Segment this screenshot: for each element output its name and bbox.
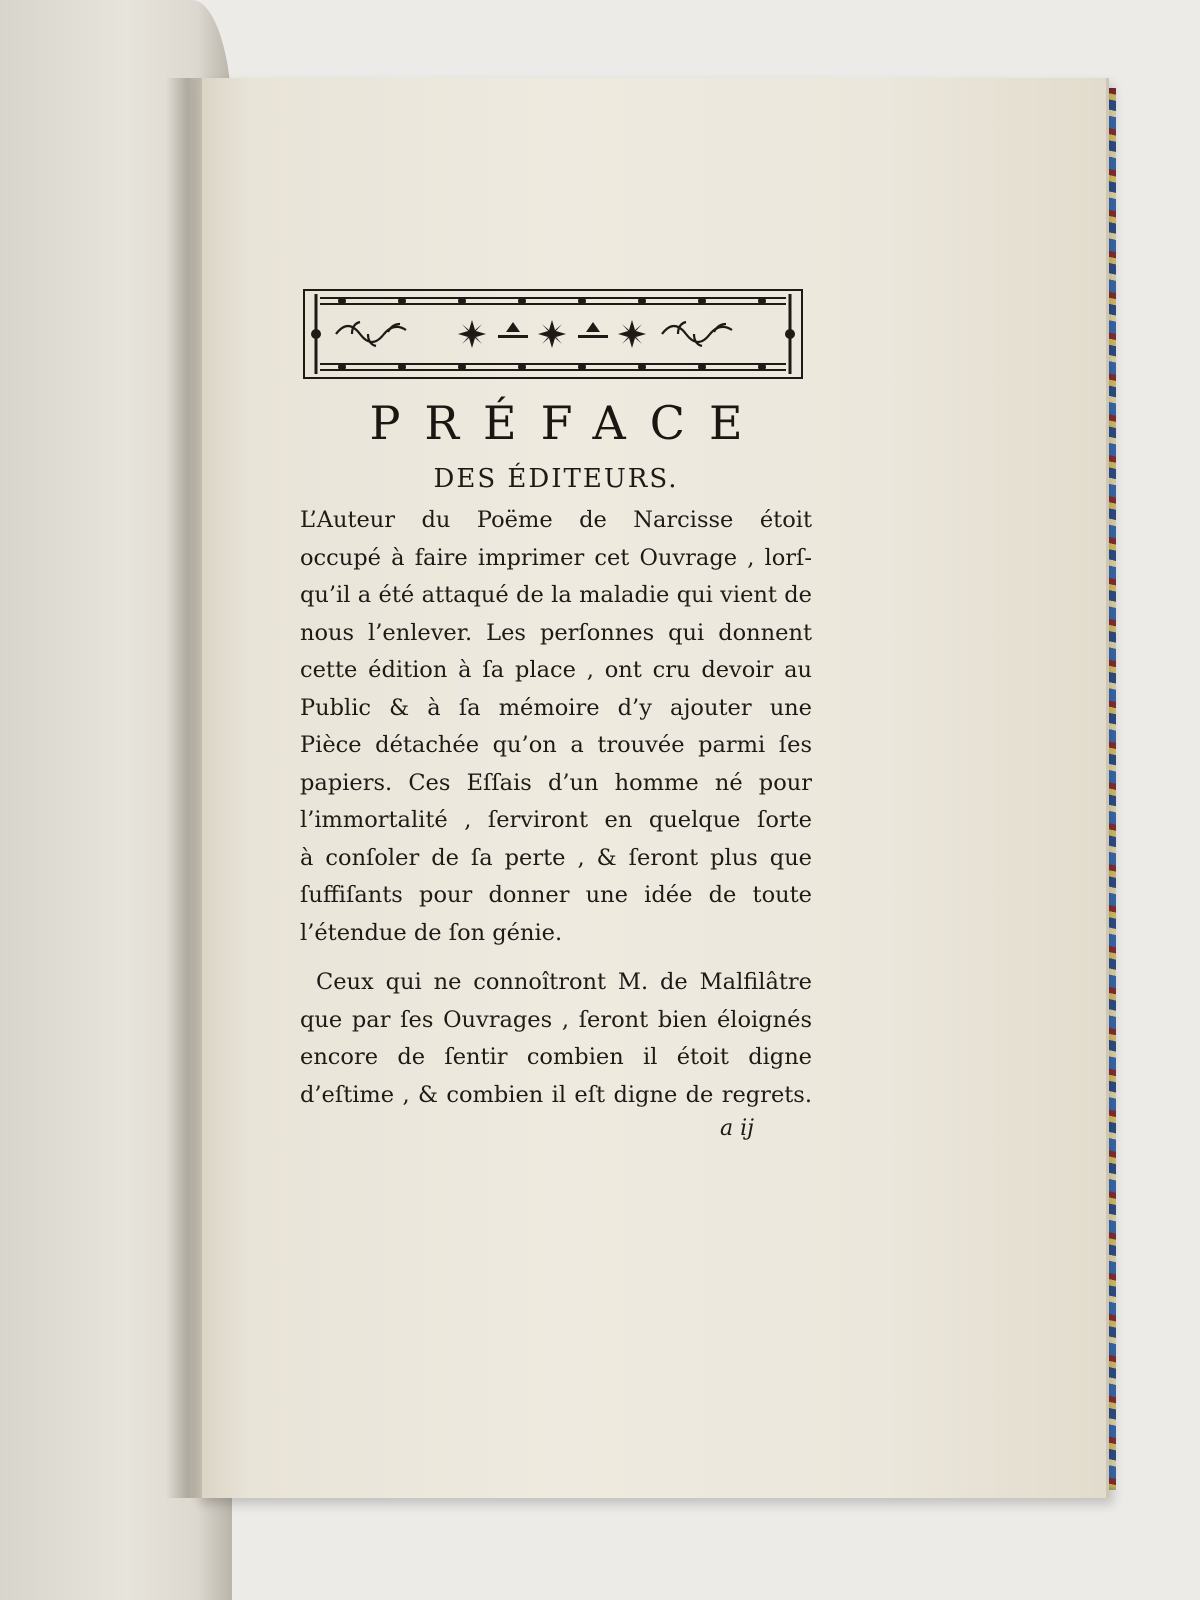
paragraph-2 [300, 964, 812, 1114]
text-line: encore de ſentir combien il étoit digne [300, 1044, 812, 1070]
page-gutter-shadow [166, 78, 202, 1498]
page-title: PRÉFACE [369, 396, 767, 450]
floral-headpiece-ornament-icon [302, 288, 804, 380]
text-line: l’immortalité , ſerviront en quelque ſorte [300, 807, 812, 833]
text-line: Public & à ſa mémoire d’y ajouter une [300, 694, 812, 721]
text-line: nous l’enlever. Les perſonnes qui donnent [300, 619, 812, 646]
text-line: que par ſes Ouvrages , ſeront bien éloignés [300, 1006, 812, 1033]
signature-mark: a ij [720, 1116, 754, 1141]
text-line: occupé à faire imprimer cet Ouvrage , lorſ- [300, 544, 812, 571]
text-line: d’eſtime , & combien il eſt digne de regrets. [300, 1081, 812, 1108]
page-content [300, 288, 812, 1141]
text-line: Pièce détachée qu’on a trouvée parmi ſes [300, 732, 812, 758]
page-subtitle: DES ÉDITEURS. [433, 464, 679, 494]
text-line: l’étendue de ſon génie. [300, 919, 563, 946]
text-line: qu’il a été attaqué de la maladie qui vient de [300, 582, 812, 608]
text-line: L’Auteur du Poëme de Narcisse étoit [300, 507, 812, 533]
paragraph-1 [300, 502, 812, 952]
text-line: papiers. Ces Eſſais d’un homme né pour [300, 769, 812, 796]
text-line: à conſoler de ſa perte , & ſeront plus que [300, 844, 812, 871]
text-line: ſuffiſants pour donner une idée de toute [300, 882, 812, 908]
text-line: cette édition à ſa place , ont cru devoir au [300, 657, 812, 683]
text-line: Ceux qui ne connoîtront M. de Malfilâtre [316, 969, 812, 995]
book-page [196, 78, 1109, 1498]
